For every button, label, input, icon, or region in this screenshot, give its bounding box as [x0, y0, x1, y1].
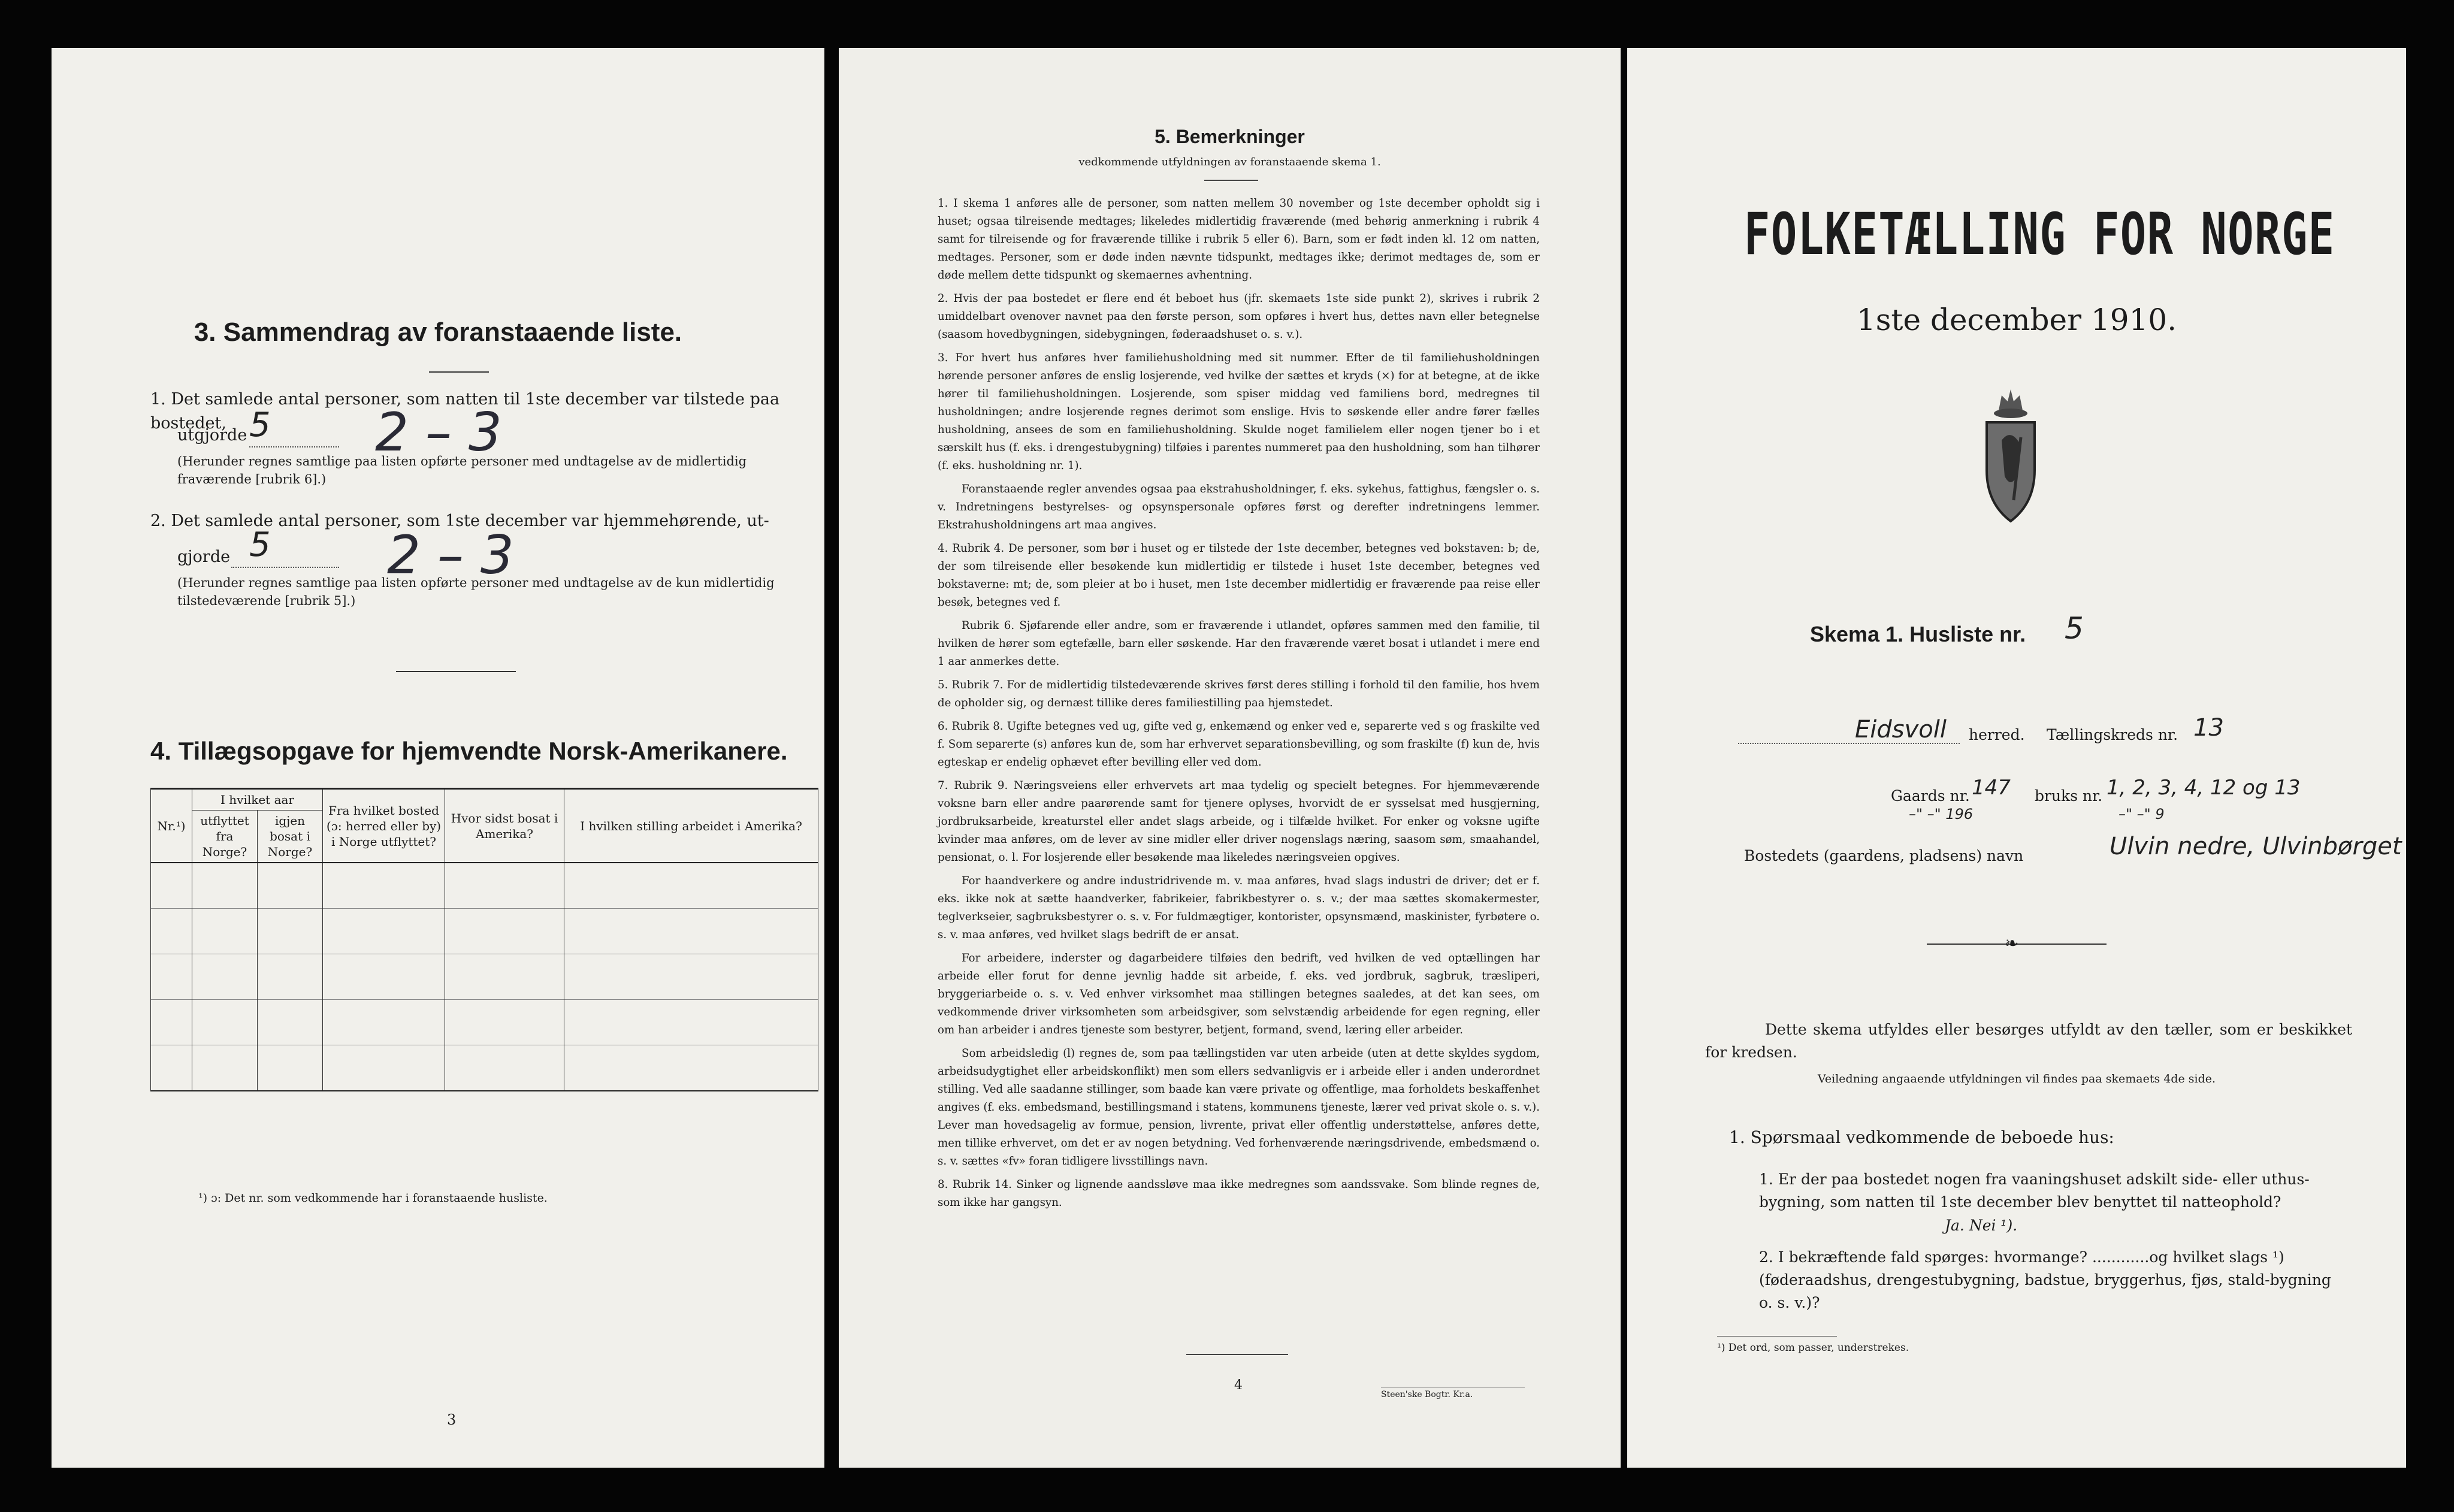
- krets-label: Tællingskreds nr.: [2047, 726, 2178, 743]
- table-row: [151, 909, 818, 954]
- remarks-subtitle: vedkommende utfyldningen av foranstaaende skema 1.: [1078, 156, 1381, 168]
- intro-small: Veiledning angaaende utfyldningen vil findes paa skemaets 4de side.: [1817, 1072, 2216, 1085]
- table-row: [151, 863, 818, 909]
- col-sidst: Hvor sidst bosat i Amerika?: [445, 789, 564, 863]
- col-fra: Fra hvilket bosted (ɔ: herred eller by) i Norge utflyttet?: [323, 789, 445, 863]
- gaards-value: 147: [1972, 776, 2011, 800]
- remarks-body: [938, 195, 1540, 1217]
- item2-text: 2. Det samlede antal personer, som 1ste december var hjemmehørende, ut-: [150, 512, 769, 530]
- divider: [429, 371, 489, 373]
- item1-note: (Herunder regnes samtlige paa listen opførte personer med undtagelse av de midlertidig fraværende [rubrik 6].): [177, 454, 747, 486]
- divider: [396, 671, 516, 672]
- bruks-value: 1, 2, 3, 4, 12 og 13: [2107, 776, 2301, 800]
- page-middle: [839, 48, 1621, 1468]
- bosted-value: Ulvin nedre, Ulvinbørget: [2110, 833, 2402, 860]
- remark-paragraph: 1. I skema 1 anføres alle de personer, som natten mellem 30 november og 1ste december opholdt sig i huset; ogsaa tilreisende medtages; likeledes midlertidig fraværende (med behørig anmerkning i rubrik 4 samt for tilreisende og for fraværende tillike i rubrik 5 eller 6). Barn, som er født inden kl. 12 om natten, medtages. Personer, som er døde inden nævnte tidspunkt, medtages ikke; derimot medtages de, som er døde mellem dette tidspunkt og skemaernes avhentning.: [938, 197, 1540, 282]
- table-row: [151, 1000, 818, 1045]
- page-number: 3: [447, 1411, 457, 1428]
- page-number: 4: [1234, 1378, 1243, 1393]
- remark-paragraph: 8. Rubrik 14. Sinker og lignende aandssløve maa ikke medregnes som aandssvake. Som blinde regnes de, som ikke har gangsyn.: [938, 1178, 1540, 1209]
- table-row: [151, 1045, 818, 1091]
- remark-paragraph: 2. Hvis der paa bostedet er flere end ét beboet hus (jfr. skemaets 1ste side punkt 2), skrives i rubrik 2 umiddelbart ovenover navnet paa den første person, som opføres i hvert hus, dettes navn eller betegnelse (saasom hovedbygningen, sidebygningen, føderaadshuset o. s. v.).: [938, 292, 1540, 341]
- page-right: [1627, 48, 2406, 1468]
- gaards-value-2: –" –" 196: [1909, 806, 1974, 822]
- norsk-amerikanere-table: [150, 788, 818, 1091]
- herred-value: Eidsvoll: [1855, 716, 1947, 743]
- page-left: [52, 48, 824, 1468]
- gaards-label: Gaards nr.: [1891, 787, 1970, 805]
- item2-label: gjorde: [177, 548, 231, 566]
- table-row: [151, 954, 818, 1000]
- item1-value: 5: [249, 406, 271, 444]
- footnote: ¹) Det ord, som passer, understrekes.: [1717, 1342, 1909, 1354]
- husliste-nr: 5: [2065, 611, 2084, 646]
- remark-paragraph: 5. Rubrik 7. For de midlertidig tilstedeværende skrives først deres stilling i forhold til den familie, hos hvem de opholder sig, og dernæst tillike deres familiestilling paa hjemstedet.: [938, 679, 1540, 709]
- col-igjen: igjen bosat i Norge?: [258, 811, 323, 863]
- census-date: 1ste december 1910.: [1856, 303, 2177, 337]
- section3-title: 3. Sammendrag av foranstaaende liste.: [194, 317, 682, 347]
- intro-text: Dette skema utfyldes eller besørges utfyldt av den tæller, som er beskikket for kredsen.: [1705, 1021, 2352, 1061]
- remark-paragraph: 4. Rubrik 4. De personer, som bør i huset og er tilstede der 1ste december, betegnes ved bokstaven: b; de, der som tilreisende eller besøkende kun midlertidig er tilstede i huset 1ste december, betegnes ved bokstaverne: mt; de, som pleier at bo i huset, men 1ste december midlertidig er fraværende paa reise eller besøk, betegnes ved f.: [938, 542, 1540, 609]
- remark-paragraph: Foranstaaende regler anvendes ogsaa paa ekstrahusholdninger, f. eks. sykehus, fattighus, fængsler o. s. v. Indretningens bestyrelses- og opsynspersonale opføres først og derefter indretningens lemmer. Ekstrahusholdningens art maa angives.: [938, 483, 1540, 531]
- remark-paragraph: For arbeidere, inderster og dagarbeidere tilføies den bedrift, ved hvilken de ved optællingen har arbeide eller forut for denne jevnlig hadde sit arbeide, f. eks. ved jordbruk, sagbruk, træsliperi, bryggeriarbeide o. s. v. Ved enhver virksomhet maa stillingen betegnes saaledes, at det kan sees, om vedkommende driver virksomheten som arbeidsgiver, som selvstændig arbeidende for egen regning, eller om han arbeider i andres tjeneste som bestyrer, betjent, formand, svend, læring eller arbeider.: [938, 952, 1540, 1036]
- divider: [1186, 1354, 1288, 1355]
- remarks-title: 5. Bemerkninger: [1155, 126, 1305, 147]
- col-utflyttet: utflyttet fra Norge?: [192, 811, 258, 863]
- coat-of-arms-icon: [1978, 386, 2044, 524]
- item1-handwritten: 2 – 3: [375, 401, 502, 463]
- footnote: ¹) ɔ: Det nr. som vedkommende har i foranstaaende husliste.: [198, 1192, 548, 1205]
- item1-text: 1. Det samlede antal personer, som natten til 1ste december var tilstede paa bostedet,: [150, 390, 780, 433]
- item1-label: utgjorde: [177, 426, 247, 444]
- skema-label: Skema 1. Husliste nr.: [1810, 622, 2026, 646]
- bruks-label: bruks nr.: [2035, 787, 2103, 805]
- question1-2: 2. I bekræftende fald spørges: hvormange? ............og hvilket slags ¹) (føderaadshus, drengestubygning, badstue, bryggerhus, fjøs, stald-bygning o. s. v.)?: [1759, 1248, 2331, 1311]
- krets-value: 13: [2193, 714, 2224, 742]
- divider: [1204, 180, 1258, 181]
- section4-title: 4. Tillægsopgave for hjemvendte Norsk-Amerikanere.: [150, 737, 788, 765]
- remark-paragraph: Som arbeidsledig (l) regnes de, som paa tællingstiden var uten arbeide (uten at dette skyldes sygdom, arbeidsudygtighet eller arbeidskonflikt) men som ellers sedvanligvis er i arbeide eller i anden underordnet stilling. Ved alle saadanne stillinger, som baade kan være private og offentlige, maa forholdets beskaffenhet angives (f. eks. embedsmand, bestillingsmand i statens, kommunens tjeneste, lærer ved privat skole o. s. v.). Lever man hovedsagelig av formue, pension, livrente, privat eller offentlig understøttelse, anføres dette, men tillike erhvervet, om det er av nogen betydning. Ved forhenværende næringsdrivende, embedsmænd o. s. v. sættes «fv» foran tidligere livsstillings navn.: [938, 1047, 1540, 1168]
- remark-paragraph: 6. Rubrik 8. Ugifte betegnes ved ug, gifte ved g, enkemænd og enker ved e, separerte ved s og fraskilte ved f. Som separerte (s) anføres kun de, som har erhvervet separationsbevilling, og som fraskilte (f) kun de, hvis egteskap er endelig ophævet efter bevilling eller ved dom.: [938, 720, 1540, 769]
- dotted-line: [249, 446, 339, 447]
- remark-paragraph: Rubrik 6. Sjøfarende eller andre, som er fraværende i utlandet, opføres sammen med den familie, til hvilken de hører som egtefælle, barn eller søskende. Har den fraværende været bosat i utlandet i mere end 1 aar anmerkes dette.: [938, 619, 1540, 668]
- col-group-year: I hvilket aar: [192, 789, 323, 811]
- printer-mark: Steen'ske Bogtr. Kr.a.: [1381, 1387, 1525, 1399]
- item2-note: (Herunder regnes samtlige paa listen opførte personer med undtagelse av de kun midlertidig tilstedeværende [rubrik 5].): [177, 576, 775, 608]
- remark-paragraph: 7. Rubrik 9. Næringsveiens eller erhvervets art maa tydelig og specielt betegnes. For hjemmeværende voksne barn eller andre paarørende samt for tjenere oplyses, hvorvidt de er sysselsat med husgjerning, jordbruksarbeide, kreaturstel eller andet slags arbeide, og i tilfælde hvilket. For enker og voksne ugifte kvinder maa anføres, om de lever av sine midler eller driver nogenslags næring, saasom søm, smaahandel, pensionat, o. l. For losjerende eller besøkende maa likeledes næringsveien opgives.: [938, 779, 1540, 864]
- remark-paragraph: 3. For hvert hus anføres hver familiehusholdning med sit nummer. Efter de til familiehusholdningen hørende personer anføres de enslig losjerende, ved hvilke der sættes et kryds (×) for at betegne, at de ikke hører til familiehusholdningen. Losjerende, som spiser middag ved familiens bord, medregnes til husholdningen; andre losjerende regnes derimot som enslige. Hvis to søskende eller andre fører fælles husholdning, ansees de som en familiehusholdning. Skulde noget familielem eller nogen tjener bo i et særskilt hus (f. eks. i drengestubygning) tilføies i parentes nummeret paa den husholdning, som han tilhører (f. eks. husholdning nr. 1).: [938, 352, 1540, 472]
- dotted-line: [231, 567, 339, 568]
- col-nr: Nr.¹): [151, 789, 192, 863]
- question1-1: 1. Er der paa bostedet nogen fra vaaningshuset adskilt side- eller uthus-bygning, som natten til 1ste december blev benyttet til natteophold?: [1759, 1171, 2310, 1211]
- item2-handwritten: 2 – 3: [387, 524, 514, 586]
- remark-paragraph: For haandverkere og andre industridrivende m. v. maa anføres, hvad slags industri de driver; det er f. eks. ikke nok at sætte haandverker, fabrikeier, fabrikbestyrer o. s. v.; der maa sættes skomakermester, teglverkseier, sagbruksbestyrer o. s. v. For fuldmægtiger, kontorister, opsynsmænd, maskinister, fyrbøtere o. s. v. maa anføres, ved hvilket slags bedrift de er ansat.: [938, 875, 1540, 941]
- census-title: FOLKETÆLLING FOR NORGE: [1744, 201, 2335, 268]
- bosted-label: Bostedets (gaardens, pladsens) navn: [1744, 847, 2024, 864]
- ornament-icon: ❧: [2005, 933, 2019, 953]
- herred-label: herred.: [1969, 726, 2025, 743]
- question1-title: 1. Spørsmaal vedkommende de beboede hus:: [1729, 1127, 2114, 1147]
- item2-value: 5: [249, 525, 271, 564]
- col-stilling: I hvilken stilling arbeidet i Amerika?: [564, 789, 818, 863]
- bruks-value-2: –" –" 9: [2118, 806, 2165, 822]
- question1-1-answer: Ja. Nei ¹).: [1945, 1217, 2018, 1234]
